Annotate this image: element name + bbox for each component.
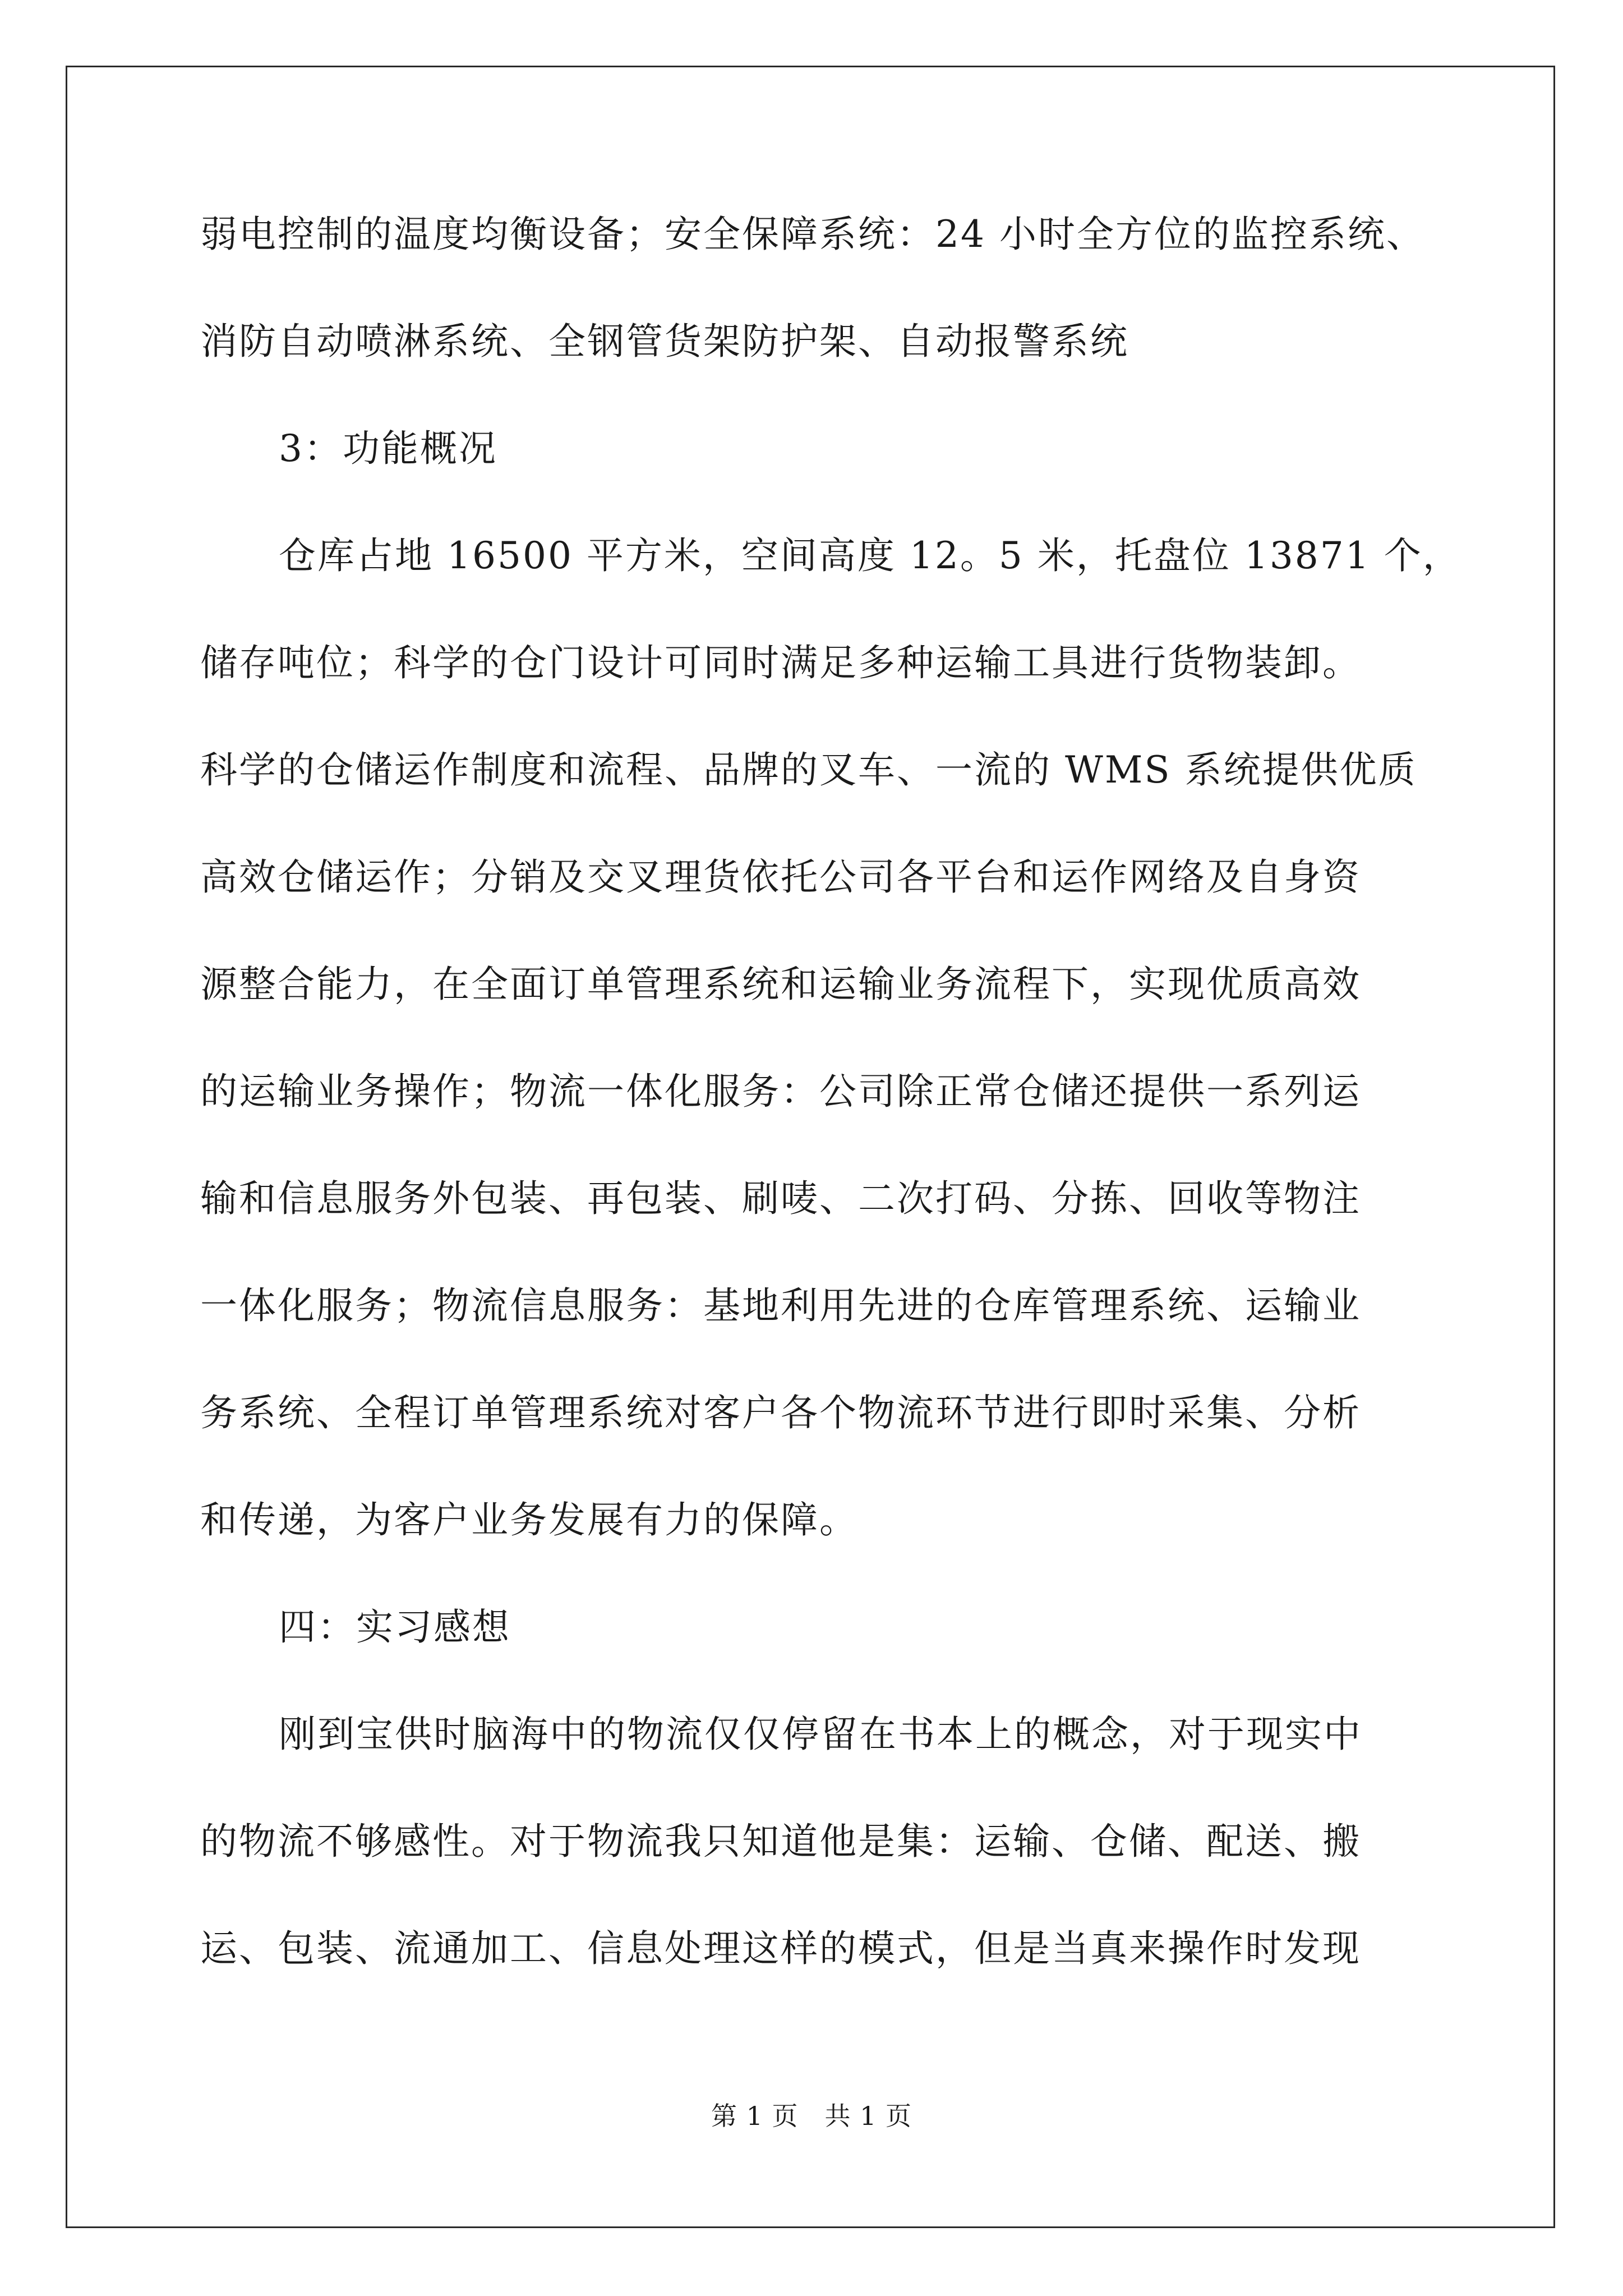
text-line: 的物流不够感性。对于物流我只知道他是集：运输、仓储、配送、搬 — [200, 1820, 1361, 1863]
text-line: 源整合能力，在全面订单管理系统和运输业务流程下，实现优质高效 — [200, 963, 1361, 1006]
text-line: 刚到宝供时脑海中的物流仅仅停留在书本上的概念，对于现实中 — [279, 1713, 1362, 1756]
text-line: 高效仓储运作；分销及交叉理货依托公司各平台和运作网络及自身资 — [200, 855, 1361, 899]
text-line: 务系统、全程订单管理系统对客户各个物流环节进行即时采集、分析 — [200, 1391, 1361, 1434]
text-line: 消防自动喷淋系统、全钢管货架防护架、自动报警系统 — [200, 320, 1129, 363]
text-line: 科学的仓储运作制度和流程、品牌的叉车、一流的 WMS 系统提供优质 — [200, 748, 1417, 792]
text-line: 仓库占地 16500 平方米，空间高度 12。5 米，托盘位 13871 个， — [279, 534, 1461, 577]
text-line: 运、包装、流通加工、信息处理这样的模式，但是当真来操作时发现 — [200, 1927, 1361, 1970]
text-line: 的运输业务操作；物流一体化服务：公司除正常仓储还提供一系列运 — [200, 1070, 1361, 1113]
text-line: 输和信息服务外包装、再包装、刷唛、二次打码、分拣、回收等物注 — [200, 1177, 1361, 1220]
text-line: 储存吨位；科学的仓门设计可同时满足多种运输工具进行货物装卸。 — [200, 641, 1361, 684]
text-line: 弱电控制的温度均衡设备；安全保障系统：24 小时全方位的监控系统、 — [200, 213, 1425, 256]
page-footer: 第 1 页 共 1 页 — [711, 2101, 912, 2131]
text-line: 一体化服务；物流信息服务：基地利用先进的仓库管理系统、运输业 — [200, 1284, 1361, 1327]
document-body — [200, 208, 1461, 2029]
section-heading: 四：实习感想 — [279, 1605, 511, 1649]
text-line: 和传递，为客户业务发展有力的保障。 — [200, 1498, 858, 1542]
section-heading: 3：功能概况 — [279, 427, 497, 470]
